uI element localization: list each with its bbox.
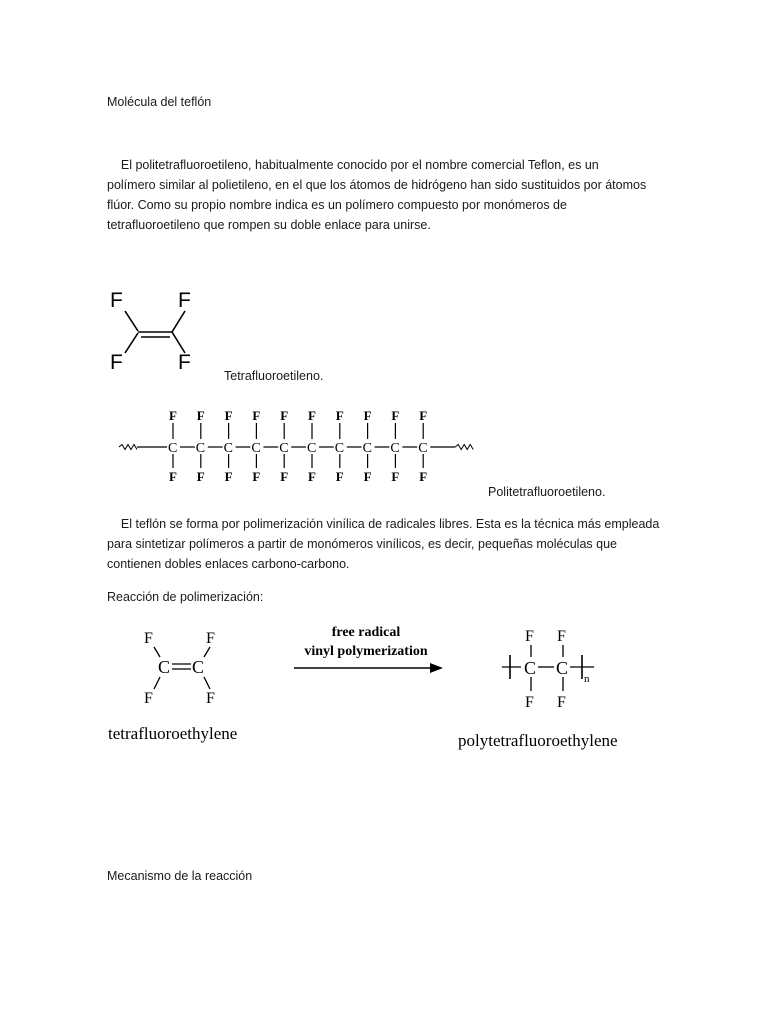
document-title: Molécula del teflón xyxy=(107,95,212,109)
fluorine-atom-label: F xyxy=(557,628,566,645)
fluorine-atom-label: F xyxy=(391,469,400,484)
chain-continuation-mark xyxy=(455,445,473,450)
fluorine-atom-label: F xyxy=(252,469,261,484)
carbon-atom-label: C xyxy=(168,441,178,456)
paragraph-line: tetrafluoroetileno que rompen su doble enlace para unirse. xyxy=(107,218,431,232)
fluorine-atom-label: F xyxy=(280,408,289,423)
paragraph-line: polímero similar al polietileno, en el que los átomos de hidrógeno han sido sustituidos por átomos xyxy=(107,178,647,192)
chain-continuation-mark xyxy=(119,445,137,450)
intro-paragraph xyxy=(107,155,647,235)
tetrafluoroethylene-structure xyxy=(100,283,210,378)
fluorine-atom-label: F xyxy=(196,469,205,484)
paragraph-line: para sintetizar polímeros a partir de monómeros vinílicos, es decir, pequeñas moléculas que xyxy=(107,537,617,551)
reactant-name: tetrafluoroethylene xyxy=(108,724,238,743)
fluorine-atom-label: F xyxy=(363,408,372,423)
carbon-atom-label: C xyxy=(418,441,428,456)
fluorine-atom-label: F xyxy=(169,469,177,484)
single-bond xyxy=(125,333,138,353)
fluorine-atom-label: F xyxy=(144,630,153,647)
fluorine-atom-label: F xyxy=(525,628,534,645)
fluorine-atom-label: F xyxy=(206,690,215,707)
fluorine-atom-label: F xyxy=(252,408,261,423)
polymerization-paragraph xyxy=(107,514,667,574)
reaction-scheme xyxy=(100,615,660,755)
chain-atoms xyxy=(119,408,473,484)
paragraph-line: contienen dobles enlaces carbono-carbono. xyxy=(107,557,350,571)
fluorine-atom-label: F xyxy=(335,469,344,484)
carbon-atom-label: C xyxy=(556,658,569,678)
fluorine-atom-label: F xyxy=(308,408,316,423)
paragraph-line: El teflón se forma por polimerización vinílica de radicales libres. Esta es la técnica más empleada xyxy=(107,517,660,531)
fluorine-atom-label: F xyxy=(144,690,153,707)
single-bond xyxy=(125,311,138,331)
fluorine-atom-label: F xyxy=(224,469,233,484)
polymer-label: Politetrafluoroetileno. xyxy=(488,485,606,499)
arrow-condition-line: free radical xyxy=(331,625,401,640)
reactant-structure xyxy=(108,630,237,743)
paragraph-line: flúor. Como su propio nombre indica es un polímero compuesto por monómeros de xyxy=(107,198,567,212)
carbon-atom-label: C xyxy=(223,441,233,456)
monomer-label: Tetrafluoroetileno. xyxy=(224,369,324,383)
single-bond xyxy=(172,332,185,353)
carbon-atom-label: C xyxy=(307,441,317,456)
fluorine-atom-label: F xyxy=(196,408,205,423)
fluorine-atom-label: F xyxy=(224,408,233,423)
carbon-atom-label: C xyxy=(362,441,372,456)
fluorine-atom-label: F xyxy=(280,469,289,484)
fluorine-atom-label: F xyxy=(391,408,400,423)
carbon-atom-label: C xyxy=(524,658,537,678)
fluorine-atom-label: F xyxy=(169,408,177,423)
product-name: polytetrafluoroethylene xyxy=(458,731,618,750)
single-bond xyxy=(172,311,185,332)
fluorine-atom-label: F xyxy=(557,694,566,711)
fluorine-atom-label: F xyxy=(419,408,428,423)
carbon-atom-label: C xyxy=(390,441,400,456)
fluorine-atom-label: F xyxy=(335,408,344,423)
repeat-subscript: n xyxy=(584,673,590,685)
fluorine-atom-label: F xyxy=(363,469,372,484)
fluorine-atom-label: F xyxy=(206,630,215,647)
paragraph-line: El politetrafluoroetileno, habitualmente conocido por el nombre comercial Teflon, es un xyxy=(107,158,599,172)
fluorine-atom-label: F xyxy=(178,351,191,374)
fluorine-atom-label: F xyxy=(110,289,123,312)
fluorine-atom-label: F xyxy=(308,469,316,484)
mechanism-heading: Mecanismo de la reacción xyxy=(107,869,253,883)
carbon-atom-label: C xyxy=(279,441,289,456)
fluorine-atom-label: F xyxy=(178,289,191,312)
carbon-atom-label: C xyxy=(334,441,345,456)
reaction-arrow xyxy=(294,625,443,673)
carbon-atom-label: C xyxy=(192,657,205,677)
fluorine-atom-label: F xyxy=(110,351,123,374)
arrowhead-icon xyxy=(430,663,443,673)
ptfe-chain-structure xyxy=(115,405,485,485)
carbon-atom-label: C xyxy=(251,441,261,456)
arrow-condition-line: vinyl polymerization xyxy=(304,644,428,659)
product-structure xyxy=(458,628,618,750)
carbon-atom-label: C xyxy=(195,441,206,456)
carbon-atom-label: C xyxy=(158,657,171,677)
fluorine-atom-label: F xyxy=(525,694,534,711)
fluorine-atom-label: F xyxy=(419,469,428,484)
reaction-heading: Reacción de polimerización: xyxy=(107,590,264,604)
